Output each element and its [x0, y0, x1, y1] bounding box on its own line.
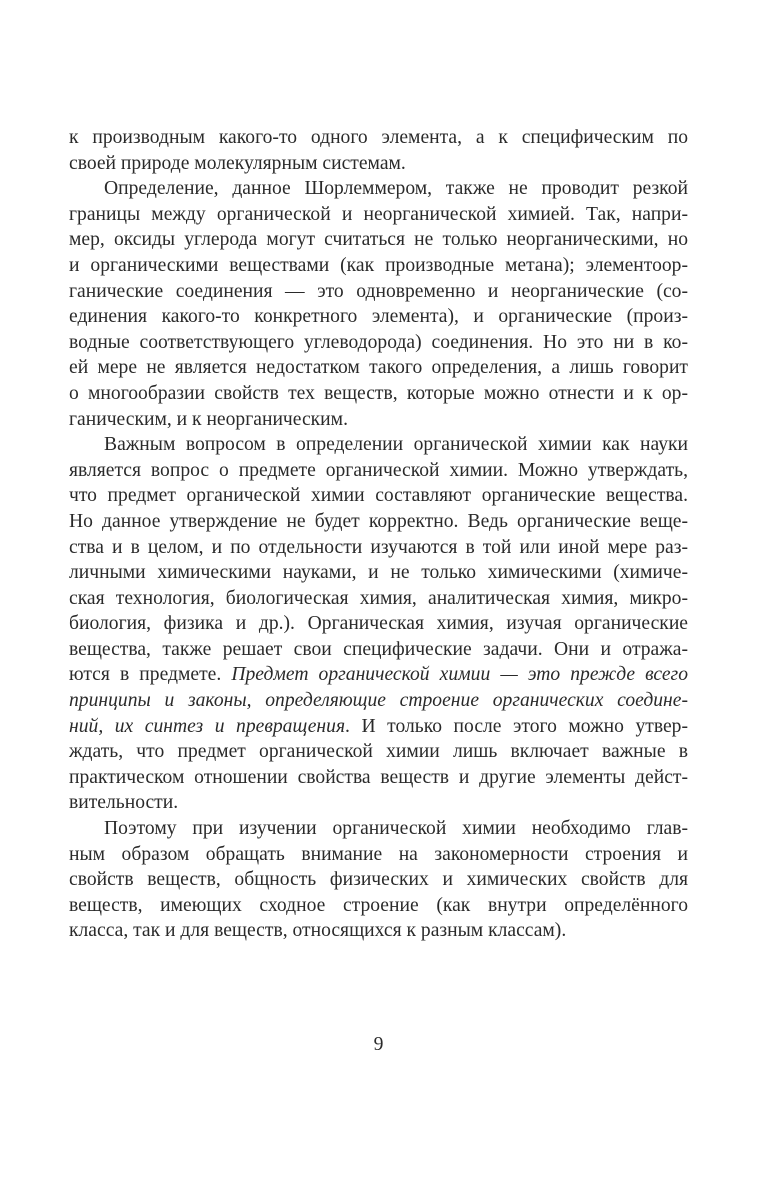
text-segment: Важным вопросом в определении органической химии как науки: [104, 434, 688, 456]
text-line: [69, 355, 688, 381]
text-line: [69, 176, 688, 202]
text-segment: Поэтому при изучении органической химии необходимо глав-: [104, 818, 688, 840]
text-line: [69, 560, 688, 586]
text-segment: ей мере не является недостатком такого определения, а лишь говорит: [69, 357, 688, 379]
text-segment: класса, так и для веществ, относящихся к разным классам).: [69, 920, 567, 942]
body-text: [69, 125, 688, 944]
text-line: [69, 918, 688, 944]
text-segment: водные соответствующего углеводорода) соединения. Но это ни в ко-: [69, 331, 688, 353]
page-number: 9: [373, 1034, 384, 1055]
paragraph: [69, 125, 688, 176]
text-line: [69, 790, 688, 816]
text-line: [69, 842, 688, 868]
italic-text: ний, их синтез и превращения: [69, 715, 346, 737]
text-line: [69, 509, 688, 535]
text-line: [69, 688, 688, 714]
text-segment: что предмет органической химии составляют органические вещества.: [69, 485, 688, 507]
italic-text: Предмет органической химии — это прежде всего: [231, 664, 689, 686]
text-line: [69, 381, 688, 407]
text-line: [69, 739, 688, 765]
text-line: [69, 125, 688, 151]
text-segment: ства и в целом, и по отдельности изучаются в той или иной мере раз-: [69, 536, 688, 558]
text-line: [69, 662, 688, 688]
text-segment: о многообразии свойств тех веществ, которые можно отнести и к ор-: [69, 382, 688, 404]
text-segment: биология, физика и др.). Органическая химия, изучая органические: [69, 613, 688, 635]
text-line: [69, 304, 688, 330]
text-line: [69, 893, 688, 919]
text-segment: к производным какого-то одного элемента, а к специфическим по: [69, 127, 688, 148]
italic-text: принципы и законы, определяющие строение органических соедине-: [69, 690, 688, 712]
text-line: [69, 407, 688, 433]
text-segment: единения какого-то конкретного элемента), и органические (произ-: [69, 306, 688, 328]
text-line: [69, 458, 688, 484]
text-line: [69, 483, 688, 509]
text-line: [69, 867, 688, 893]
text-line: [69, 432, 688, 458]
text-line: [69, 151, 688, 177]
text-line: [69, 765, 688, 791]
text-line: [69, 611, 688, 637]
text-segment: границы между органической и неорганической химией. Так, напри-: [69, 203, 688, 225]
text-segment: является вопрос о предмете органической химии. Можно утверждать,: [69, 459, 688, 481]
text-segment: веществ, имеющих сходное строение (как внутри определённого: [69, 894, 688, 916]
text-segment: практическом отношении свойства веществ и другие элементы дейст-: [69, 766, 688, 788]
text-line: [69, 714, 688, 740]
text-line: [69, 637, 688, 663]
text-segment: ются в предмете.: [69, 664, 232, 686]
text-segment: ждать, что предмет органической химии лишь включает важные в: [69, 741, 688, 763]
text-line: [69, 202, 688, 228]
text-segment: ская технология, биологическая химия, аналитическая химия, микро-: [69, 587, 688, 609]
text-segment: и органическими веществами (как производные метана); элементоор-: [69, 254, 688, 276]
text-segment: личными химическими науками, и не только химическими (химиче-: [69, 562, 688, 584]
text-segment: ным образом обращать внимание на закономерности строения и: [69, 843, 688, 865]
text-line: [69, 253, 688, 279]
text-segment: своей природе молекулярным системам.: [69, 152, 406, 174]
text-line: [69, 279, 688, 305]
text-segment: мер, оксиды углерода могут считаться не только неорганическими, но: [69, 229, 688, 251]
text-segment: ганические соединения — это одновременно и неорганические (со-: [69, 280, 688, 302]
text-segment: вительности.: [69, 792, 179, 814]
text-segment: свойств веществ, общность физических и химических свойств для: [69, 869, 688, 891]
text-line: [69, 330, 688, 356]
text-segment: ганическим, и к неорганическим.: [69, 408, 348, 430]
text-segment: Определение, данное Шорлеммером, также не проводит резкой: [104, 178, 688, 200]
text-segment: вещества, также решает свои специфические задачи. Они и отража-: [69, 638, 688, 660]
text-segment: . И только после этого можно утвер-: [345, 715, 688, 737]
text-line: [69, 586, 688, 612]
text-line: [69, 535, 688, 561]
paragraph: [69, 176, 688, 432]
text-line: [69, 227, 688, 253]
text-segment: Но данное утверждение не будет корректно. Ведь органические веще-: [69, 510, 688, 532]
paragraph: [69, 816, 688, 944]
paragraph: [69, 432, 688, 816]
text-line: [69, 816, 688, 842]
